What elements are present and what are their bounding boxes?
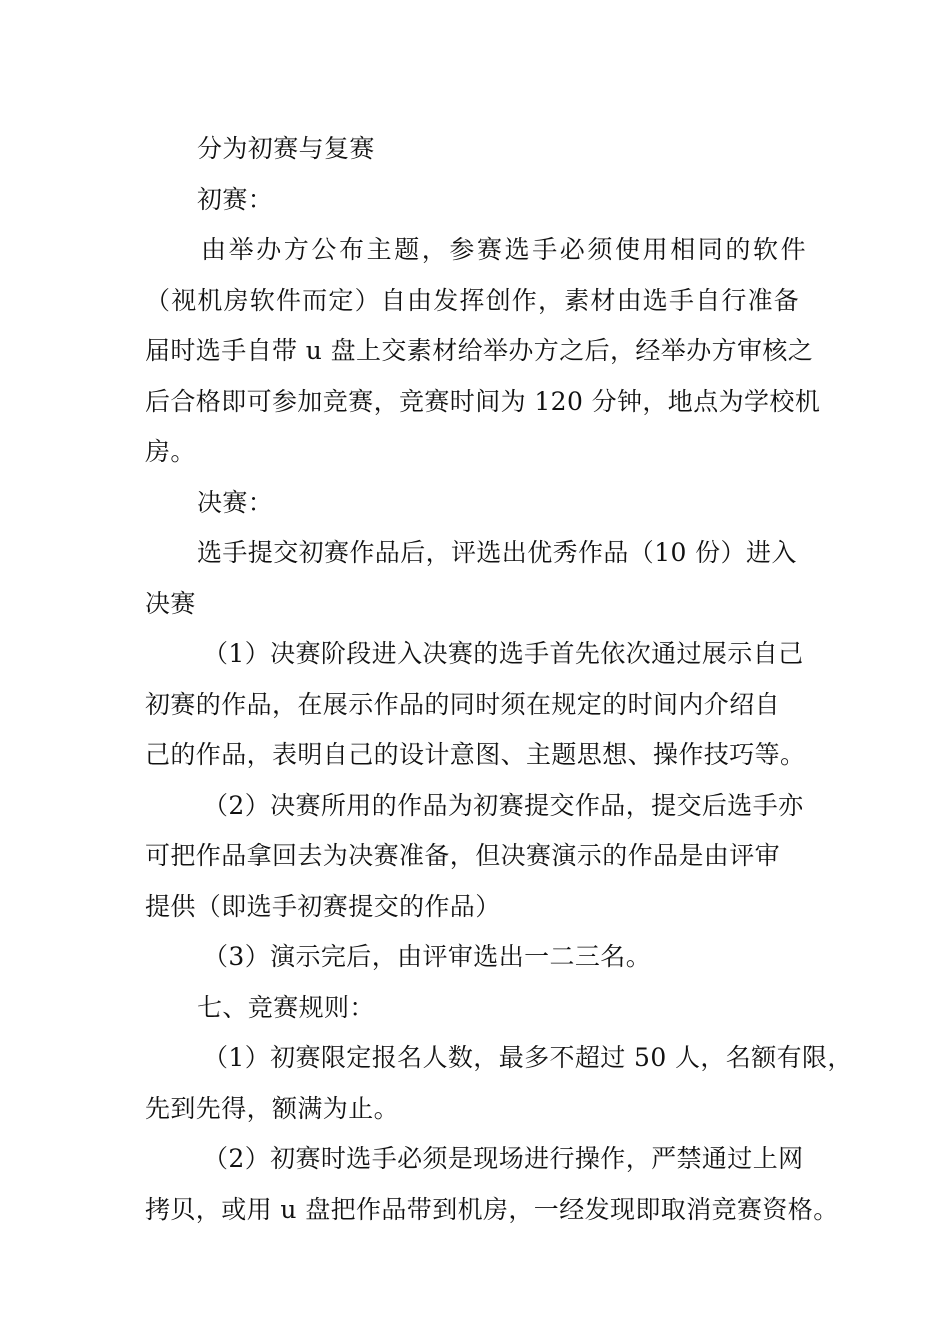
text-line: （2）初赛时选手必须是现场进行操作，严禁通过上网: [203, 1144, 804, 1173]
text-line: 选手提交初赛作品后，评选出优秀作品（10 份）进入: [197, 538, 797, 567]
text-line: （3）演示完后，由评审选出一二三名。: [203, 942, 652, 971]
text-line: （2）决赛所用的作品为初赛提交作品，提交后选手亦: [203, 790, 804, 820]
text-line: 届时选手自带 u 盘上交素材给举办方之后，经举办方审核之: [145, 336, 814, 365]
text-line: 初赛的作品，在展示作品的同时须在规定的时间内介绍自: [145, 689, 781, 719]
text-line: 己的作品，表明自己的设计意图、主题思想、操作技巧等。: [145, 740, 806, 769]
section-heading-final: 决赛：: [197, 487, 274, 517]
text-line: 后合格即可参加竞赛，竞赛时间为 120 分钟，地点为学校机: [145, 386, 821, 416]
section-heading-preliminary: 初赛：: [197, 184, 274, 214]
text-line: 可把作品拿回去为决赛准备，但决赛演示的作品是由评审: [145, 841, 781, 870]
text-line: 房。: [145, 437, 196, 466]
text-line: 由举办方公布主题，参赛选手必须使用相同的软件: [201, 235, 809, 264]
text-line: （1）决赛阶段进入决赛的选手首先依次通过展示自己: [203, 639, 804, 668]
text-line: 提供（即选手初赛提交的作品）: [145, 891, 501, 921]
text-line: 先到先得，额满为止。: [145, 1093, 400, 1123]
text-line: （视机房软件而定）自由发挥创作，素材由选手自行准备: [145, 285, 801, 315]
text-line: 分为初赛与复赛: [197, 134, 375, 163]
document-body: [145, 124, 853, 1235]
text-line: 拷贝，或用 u 盘把作品带到机房，一经发现即取消竞赛资格。: [145, 1194, 839, 1224]
text-line: 决赛: [145, 588, 196, 618]
section-heading-rules: 七、竞赛规则：: [197, 992, 375, 1022]
text-line: （1）初赛限定报名人数，最多不超过 50 人，名额有限，: [203, 1043, 853, 1072]
